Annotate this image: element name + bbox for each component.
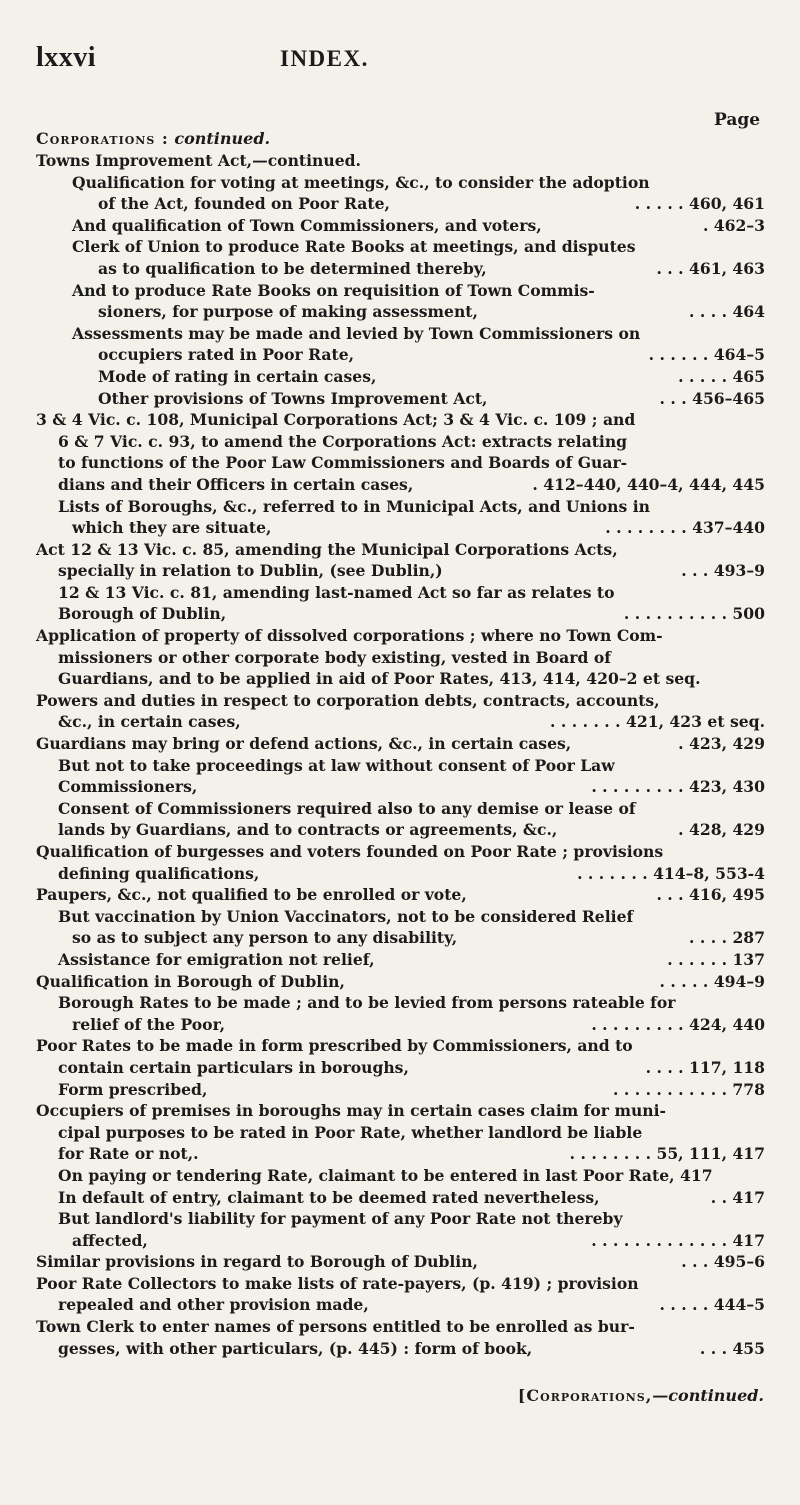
index-entry-text: Qualification in Borough of Dublin, bbox=[36, 971, 345, 991]
index-entry-text: Lists of Boroughs, &c., referred to in Municipal Acts, and Unions in bbox=[58, 496, 650, 516]
page-reference: . . . . . . . 421, 423 et seq. bbox=[550, 712, 765, 732]
section-continued: continued. bbox=[174, 129, 271, 148]
index-line bbox=[0, 603, 800, 625]
page-reference: . . 417 bbox=[710, 1187, 765, 1207]
page-reference: . . . . . 460, 461 bbox=[634, 194, 765, 214]
index-entry-text: Paupers, &c., not qualified to be enrolled or vote, bbox=[36, 885, 467, 905]
page-reference: . . . . . . . 414–8, 553-4 bbox=[577, 863, 765, 883]
index-entry-text: affected, bbox=[72, 1230, 148, 1250]
page-reference: . 428, 429 bbox=[678, 820, 765, 840]
section-title: Corporations : bbox=[36, 129, 169, 148]
page-reference: . . . . . . . . . . 500 bbox=[623, 604, 765, 624]
index-line bbox=[0, 366, 800, 388]
index-line bbox=[0, 236, 800, 258]
index-line bbox=[0, 280, 800, 302]
index-line bbox=[0, 1316, 800, 1338]
page-reference: . . . . . . . . . . . 778 bbox=[613, 1079, 765, 1099]
index-entry-text: relief of the Poor, bbox=[72, 1014, 226, 1034]
index-entry-text: Other provisions of Towns Improvement Act, bbox=[98, 388, 488, 408]
index-entry-text: Mode of rating in certain cases, bbox=[98, 366, 377, 386]
index-entry-text: missioners or other corporate body existing, vested in Board of bbox=[58, 647, 611, 667]
index-line bbox=[0, 1230, 800, 1252]
page-reference: . . . . . . . . 437–440 bbox=[605, 518, 765, 538]
page-reference: . . . . 287 bbox=[689, 928, 765, 948]
index-entry-text: which they are situate, bbox=[72, 518, 272, 538]
running-head: INDEX. bbox=[280, 46, 369, 71]
index-line bbox=[0, 193, 800, 215]
index-entry-text: Borough Rates to be made ; and to be levied from persons rateable for bbox=[58, 993, 676, 1013]
index-entry-text: specially in relation to Dublin, (see Dublin,) bbox=[58, 561, 443, 581]
index-line bbox=[0, 474, 800, 496]
index-entry-text: defining qualifications, bbox=[58, 863, 260, 883]
page-reference: . . . . . . . . 55, 111, 417 bbox=[569, 1144, 765, 1164]
index-entry-text: gesses, with other particulars, (p. 445) : form of book, bbox=[58, 1338, 533, 1358]
index-line bbox=[0, 431, 800, 453]
index-entry-text: as to qualification to be determined thereby, bbox=[98, 258, 487, 278]
index-line bbox=[0, 798, 800, 820]
index-entry-text: And qualification of Town Commissioners, and voters, bbox=[72, 215, 542, 235]
section-heading bbox=[36, 129, 270, 148]
index-line bbox=[0, 1035, 800, 1057]
index-line bbox=[0, 1338, 800, 1360]
index-line bbox=[0, 215, 800, 237]
index-line bbox=[0, 344, 800, 366]
index-line bbox=[0, 906, 800, 928]
index-entry-text: But landlord's liability for payment of any Poor Rate not thereby bbox=[58, 1209, 623, 1229]
index-entry-text: repealed and other provision made, bbox=[58, 1295, 369, 1315]
index-entry-text: On paying or tendering Rate, claimant to be entered in last Poor Rate, 417 bbox=[58, 1165, 713, 1185]
page-reference: . . . . . . 464–5 bbox=[648, 345, 765, 365]
index-line bbox=[0, 517, 800, 539]
page-reference: . 412–440, 440–4, 444, 445 bbox=[532, 474, 765, 494]
index-entry-text: Powers and duties in respect to corporation debts, contracts, accounts, bbox=[36, 690, 660, 710]
index-line bbox=[0, 539, 800, 561]
index-line bbox=[0, 1165, 800, 1187]
index-line bbox=[0, 1057, 800, 1079]
index-line bbox=[0, 1079, 800, 1101]
index-entry-text: Borough of Dublin, bbox=[58, 604, 227, 624]
index-line bbox=[0, 668, 800, 690]
catchword: [Corporations, bbox=[517, 1386, 653, 1405]
page-reference: . . . 455 bbox=[699, 1338, 765, 1358]
page-reference: . 423, 429 bbox=[678, 734, 765, 754]
index-line bbox=[0, 1294, 800, 1316]
index-line bbox=[0, 884, 800, 906]
catchword-footer bbox=[518, 1386, 764, 1405]
page-reference: . . . . 117, 118 bbox=[645, 1057, 765, 1077]
index-entry-text: &c., in certain cases, bbox=[58, 712, 241, 732]
index-entry-text: Guardians, and to be applied in aid of Poor Rates, 413, 414, 420–2 et seq. bbox=[58, 669, 701, 689]
index-line bbox=[0, 258, 800, 280]
index-entry-text: Assessments may be made and levied by Town Commissioners on bbox=[72, 323, 641, 343]
index-line bbox=[0, 150, 800, 172]
index-entry-text: Application of property of dissolved corporations ; where no Town Com- bbox=[36, 626, 663, 646]
index-line bbox=[0, 1251, 800, 1273]
index-line bbox=[0, 1122, 800, 1144]
index-line bbox=[0, 1273, 800, 1295]
index-entry-text: Qualification of burgesses and voters founded on Poor Rate ; provisions bbox=[36, 842, 664, 861]
index-entry-text: Act 12 & 13 Vic. c. 85, amending the Municipal Corporations Acts, bbox=[36, 539, 618, 559]
index-line bbox=[0, 863, 800, 885]
index-entry-text: Town Clerk to enter names of persons entitled to be enrolled as bur- bbox=[36, 1317, 635, 1337]
index-entry-text: Poor Rate Collectors to make lists of rate-payers, (p. 419) ; provision bbox=[36, 1273, 639, 1293]
page-reference: . . . . . . 137 bbox=[667, 949, 765, 969]
index-line bbox=[0, 690, 800, 712]
index-entry-text: Consent of Commissioners required also to any demise or lease of bbox=[58, 798, 636, 818]
index-entry-text: Towns Improvement Act,—continued. bbox=[36, 151, 361, 170]
index-line bbox=[0, 172, 800, 194]
index-line bbox=[0, 582, 800, 604]
page-reference: . . . . 464 bbox=[689, 302, 765, 322]
index-entry-text: for Rate or not,. bbox=[58, 1144, 199, 1164]
page-reference: . . . 493–9 bbox=[681, 561, 765, 581]
index-entry-text: Form prescribed, bbox=[58, 1079, 208, 1099]
page-reference: . . . . . 444–5 bbox=[659, 1295, 765, 1315]
page-header bbox=[36, 42, 742, 82]
index-line bbox=[0, 323, 800, 345]
index-line bbox=[0, 711, 800, 733]
index-entry-text: Assistance for emigration not relief, bbox=[58, 949, 375, 969]
index-line bbox=[0, 755, 800, 777]
index-line bbox=[0, 819, 800, 841]
page-reference: . . . 495–6 bbox=[681, 1252, 765, 1272]
page-reference: . 462–3 bbox=[702, 215, 765, 235]
index-line bbox=[0, 1208, 800, 1230]
index-entry-text: In default of entry, claimant to be deemed rated nevertheless, bbox=[58, 1187, 600, 1207]
index-entry-text: Guardians may bring or defend actions, &c., in certain cases, bbox=[36, 734, 572, 754]
index-line bbox=[0, 776, 800, 798]
page-reference: . . . . . . . . . 424, 440 bbox=[591, 1014, 765, 1034]
page-reference: . . . 456–465 bbox=[659, 388, 765, 408]
index-line bbox=[0, 971, 800, 993]
page-column-label: Page bbox=[714, 110, 761, 130]
page-reference: . . . . . 494–9 bbox=[659, 971, 765, 991]
index-entry-text: dians and their Officers in certain cases, bbox=[58, 474, 414, 494]
index-line bbox=[0, 560, 800, 582]
index-entry-text: to functions of the Poor Law Commissioners and Boards of Guar- bbox=[58, 453, 628, 473]
index-entry-text: so as to subject any person to any disability, bbox=[72, 928, 458, 948]
index-line bbox=[0, 1187, 800, 1209]
index-entry-text: But vaccination by Union Vaccinators, not to be considered Relief bbox=[58, 906, 634, 926]
index-line bbox=[0, 1014, 800, 1036]
index-line bbox=[0, 496, 800, 518]
index-line bbox=[0, 992, 800, 1014]
page-number: lxxvi bbox=[36, 42, 97, 73]
index-entry-text: lands by Guardians, and to contracts or agreements, &c., bbox=[58, 820, 558, 840]
page-reference: . . . 416, 495 bbox=[656, 885, 765, 905]
index-entry-text: cipal purposes to be rated in Poor Rate, whether landlord be liable bbox=[58, 1122, 643, 1142]
index-entry-text: 6 & 7 Vic. c. 93, to amend the Corporations Act: extracts relating bbox=[58, 431, 628, 451]
index-entry-text: Similar provisions in regard to Borough of Dublin, bbox=[36, 1252, 478, 1272]
index-line bbox=[0, 733, 800, 755]
index-line bbox=[0, 1100, 800, 1122]
index-line bbox=[0, 409, 800, 431]
index-entry-text: Commissioners, bbox=[58, 777, 198, 797]
index-line bbox=[0, 949, 800, 971]
index-entry-text: contain certain particulars in boroughs, bbox=[58, 1057, 409, 1077]
index-entry-text: Poor Rates to be made in form prescribed by Commissioners, and to bbox=[36, 1036, 633, 1056]
index-entries bbox=[0, 150, 800, 1359]
catchword-continued: —continued. bbox=[652, 1386, 764, 1405]
index-line bbox=[0, 388, 800, 410]
index-line bbox=[0, 301, 800, 323]
index-entry-text: Qualification for voting at meetings, &c., to consider the adoption bbox=[72, 172, 650, 192]
index-line bbox=[0, 452, 800, 474]
index-entry-text: 12 & 13 Vic. c. 81, amending last-named Act so far as relates to bbox=[58, 582, 615, 602]
page-reference: . . . . . . . . . 423, 430 bbox=[591, 777, 765, 797]
index-entry-text: Occupiers of premises in boroughs may in certain cases claim for muni- bbox=[36, 1101, 667, 1121]
index-line bbox=[0, 625, 800, 647]
index-line bbox=[0, 647, 800, 669]
index-entry-text: Clerk of Union to produce Rate Books at meetings, and disputes bbox=[72, 237, 636, 257]
index-entry-text: And to produce Rate Books on requisition of Town Commis- bbox=[72, 280, 595, 300]
index-line bbox=[0, 841, 800, 863]
index-line bbox=[0, 1143, 800, 1165]
page-reference: . . . . . . . . . . . . . 417 bbox=[591, 1230, 765, 1250]
index-entry-text: of the Act, founded on Poor Rate, bbox=[98, 194, 390, 214]
page-reference: . . . . . 465 bbox=[678, 366, 765, 386]
index-entry-text: sioners, for purpose of making assessment, bbox=[98, 302, 478, 322]
page-reference: . . . 461, 463 bbox=[656, 258, 765, 278]
index-entry-text: occupiers rated in Poor Rate, bbox=[98, 345, 355, 365]
index-line bbox=[0, 927, 800, 949]
index-entry-text: 3 & 4 Vic. c. 108, Municipal Corporations Act; 3 & 4 Vic. c. 109 ; and bbox=[36, 410, 636, 430]
index-entry-text: But not to take proceedings at law without consent of Poor Law bbox=[58, 755, 615, 775]
